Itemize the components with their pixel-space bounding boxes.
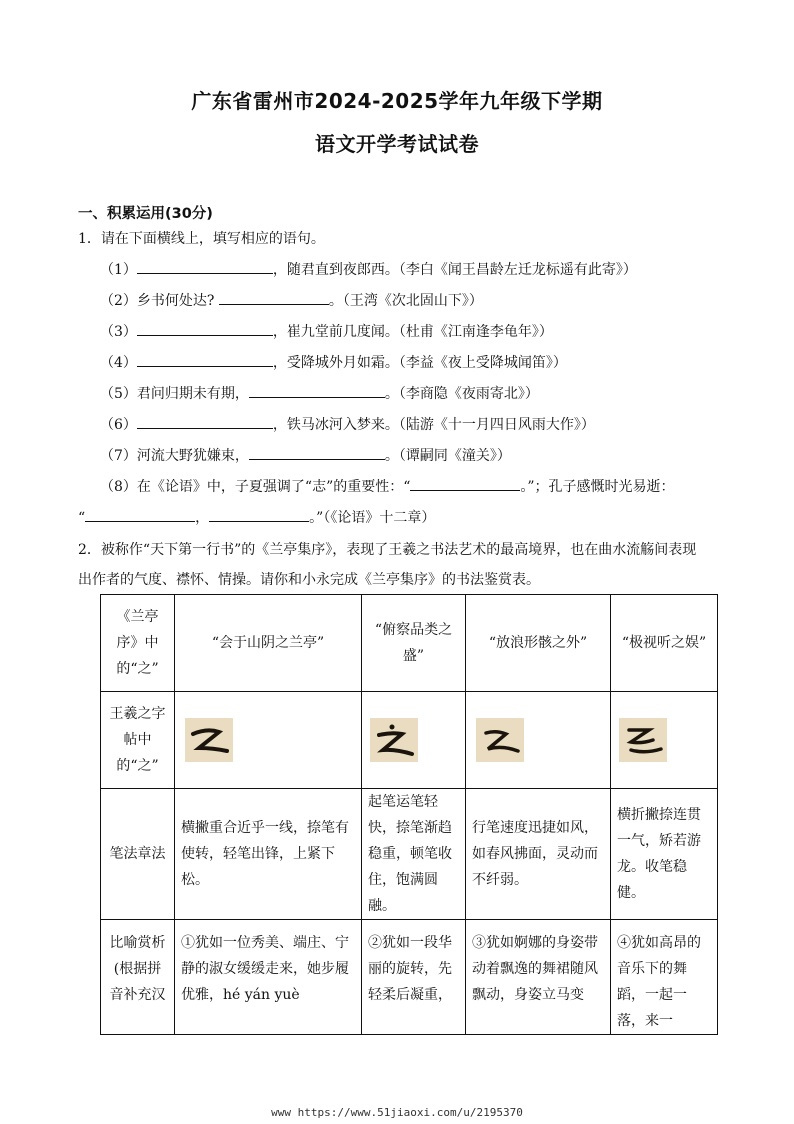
item-number: （7） xyxy=(100,448,137,464)
table-cell: “会于山阴之兰亭” xyxy=(175,595,362,692)
answer-blank[interactable] xyxy=(137,321,273,336)
item-text: ，铁马冰河入梦来。（陆游《十一月四日风雨大作》） xyxy=(272,417,595,433)
footer-url: www https://www.51jiaoxi.com/u/2195370 xyxy=(271,1106,523,1119)
q1-item-2 xyxy=(100,290,483,311)
answer-blank[interactable] xyxy=(137,414,273,429)
table-cell xyxy=(362,692,466,789)
answer-blank[interactable] xyxy=(137,259,273,274)
q1-item-5 xyxy=(100,383,539,404)
row-label: 王羲之字帖中的“之” xyxy=(101,692,175,789)
table-cell: 横撇重合近乎一线，捺笔有使转，轻笔出锋，上紧下松。 xyxy=(175,789,362,920)
table-row xyxy=(101,595,718,692)
section-heading: 一、积累运用(30分) xyxy=(78,206,213,222)
table-cell: “放浪形骸之外” xyxy=(466,595,611,692)
q1-item-6 xyxy=(100,414,595,435)
table-cell xyxy=(466,692,611,789)
item-text: 。（王湾《次北固山下》） xyxy=(328,293,483,309)
item-text: ，受降城外月如霜。（李益《夜上受降城闻笛》） xyxy=(272,355,567,371)
q1-item-8-line1 xyxy=(100,476,675,497)
answer-blank[interactable] xyxy=(85,507,195,522)
q1-prompt: 1．请在下面横线上，填写相应的语句。 xyxy=(78,231,325,247)
zhi-glyph-4-icon xyxy=(619,718,667,762)
table-cell: ③犹如婀娜的身姿带动着飘逸的舞裙随风飘动，身姿立马变 xyxy=(466,920,611,1035)
table-cell: “俯察品类之盛” xyxy=(362,595,466,692)
item-number: （5） xyxy=(100,386,137,402)
q1-item-7 xyxy=(100,445,511,466)
table-row xyxy=(101,789,718,920)
row-label: 《兰亭序》中的“之” xyxy=(101,595,175,692)
q1-item-1 xyxy=(100,259,637,280)
item-text: ，随君直到夜郎西。（李白《闻王昌龄左迁龙标遥有此寄》） xyxy=(272,262,637,278)
answer-blank[interactable] xyxy=(219,290,329,305)
item-text: ，崔九堂前几度闻。（杜甫《江南逢李龟年》） xyxy=(272,324,553,340)
answer-blank[interactable] xyxy=(137,352,273,367)
row-label: 笔法章法 xyxy=(101,789,175,920)
table-row xyxy=(101,692,718,789)
calligraphy-table xyxy=(100,594,718,1035)
row-label: 比喻赏析(根据拼音补充汉 xyxy=(101,920,175,1035)
table-cell: “极视听之娱” xyxy=(611,595,718,692)
item-number: （2） xyxy=(100,293,137,309)
paper-title-line1: 广东省雷州市2024-2025学年九年级下学期 xyxy=(191,89,603,113)
item-number: （4） xyxy=(100,355,137,371)
item-text: 。”（《论语》十二章） xyxy=(309,510,436,526)
answer-blank[interactable] xyxy=(249,445,385,460)
q1-item-3 xyxy=(100,321,553,342)
item-text: 。（李商隐《夜雨寄北》） xyxy=(384,386,539,402)
table-cell: ②犹如一段华丽的旋转，先轻柔后凝重， xyxy=(362,920,466,1035)
item-text: 乡书何处达? xyxy=(136,293,219,309)
q2-prompt-line2: 出作者的气度、襟怀、情操。请你和小永完成《兰亭集序》的书法鉴赏表。 xyxy=(78,572,540,588)
table-cell: 横折撇捺连贯一气，矫若游龙。收笔稳健。 xyxy=(611,789,718,920)
item-text: 河流大野犹嫌束， xyxy=(136,448,249,464)
q1-item-8-line2 xyxy=(78,507,435,528)
zhi-glyph-3-icon xyxy=(476,718,524,762)
table-cell: ①犹如一位秀美、端庄、宁静的淑女缓缓走来，她步履优雅，hé yán yuè xyxy=(175,920,362,1035)
table-cell: 行笔速度迅捷如风，如春风拂面，灵动而不纤弱。 xyxy=(466,789,611,920)
item-text: 。（谭嗣同《潼关》） xyxy=(384,448,511,464)
paper-title-line2: 语文开学考试试卷 xyxy=(315,132,479,156)
item-text: 。”；孔子感慨时光易逝： xyxy=(520,479,675,495)
item-text: ， xyxy=(195,510,210,526)
q2-prompt-line1: 2．被称作“天下第一行书”的《兰亭集序》，表现了王羲之书法艺术的最高境界，也在曲水流觞间表现 xyxy=(78,542,697,558)
item-text: “ xyxy=(78,510,86,526)
table-cell: ④犹如高昂的音乐下的舞蹈，一起一落，来一 xyxy=(611,920,718,1035)
zhi-glyph-1-icon xyxy=(185,718,233,762)
item-number: （6） xyxy=(100,417,137,433)
q1-item-4 xyxy=(100,352,567,373)
item-number: （1） xyxy=(100,262,137,278)
answer-blank[interactable] xyxy=(410,476,520,491)
table-cell xyxy=(175,692,362,789)
item-text: （8）在《论语》中，子夏强调了“志”的重要性：“ xyxy=(100,479,411,495)
item-text: 君问归期未有期， xyxy=(136,386,249,402)
table-cell xyxy=(611,692,718,789)
table-cell: 起笔运笔轻快，捺笔渐趋稳重，顿笔收住，饱满圆融。 xyxy=(362,789,466,920)
zhi-glyph-2-icon xyxy=(370,718,418,762)
answer-blank[interactable] xyxy=(249,383,385,398)
answer-blank[interactable] xyxy=(209,507,309,522)
item-number: （3） xyxy=(100,324,137,340)
table-row xyxy=(101,920,718,1035)
